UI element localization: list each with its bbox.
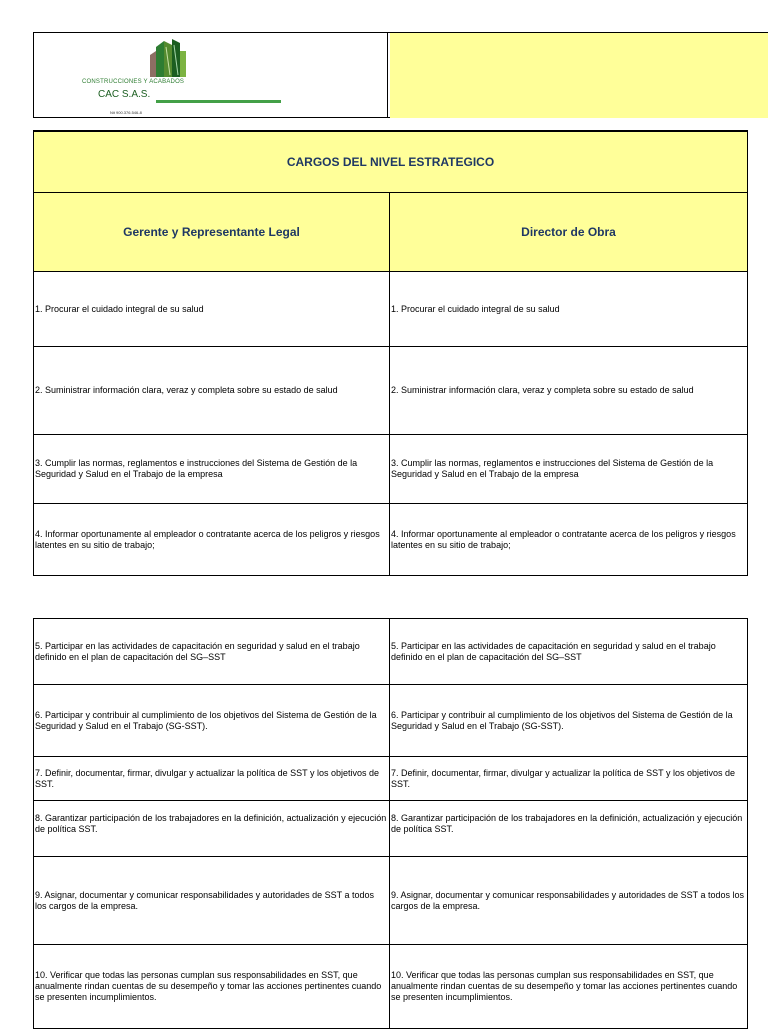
cell-gerente: 7. Definir, documentar, firmar, divulgar y actualizar la política de SST y los objetivos de SST.	[34, 757, 390, 801]
cell-gerente: 8. Garantizar participación de los trabajadores en la definición, actualización y ejecución de política SST.	[34, 801, 390, 857]
building-logo-icon	[142, 37, 202, 79]
cell-director: 2. Suministrar información clara, veraz y completa sobre su estado de salud	[390, 347, 748, 435]
cell-director: 1. Procurar el cuidado integral de su salud	[390, 272, 748, 347]
role-header-row	[34, 193, 748, 272]
table-row	[34, 945, 748, 1029]
cell-director: 8. Garantizar participación de los trabajadores en la definición, actualización y ejecución de política SST.	[390, 801, 748, 857]
cell-director: 3. Cumplir las normas, reglamentos e instrucciones del Sistema de Gestión de la Seguridad y Salud en el Trabajo de la empresa	[390, 435, 748, 504]
cell-director: 7. Definir, documentar, firmar, divulgar y actualizar la política de SST y los objetivos de SST.	[390, 757, 748, 801]
responsibilities-table-part1	[33, 130, 748, 576]
table-row	[34, 857, 748, 945]
document-header	[33, 32, 768, 120]
cell-director: 5. Participar en las actividades de capacitación en seguridad y salud en el trabajo definido en el plan de capacitación del SG–SST	[390, 619, 748, 685]
table-row	[34, 347, 748, 435]
table-title-row	[34, 131, 748, 193]
cell-director: 4. Informar oportunamente al empleador o contratante acerca de los peligros y riesgos latentes en su sitio de trabajo;	[390, 504, 748, 576]
cell-gerente: 4. Informar oportunamente al empleador o contratante acerca de los peligros y riesgos latentes en su sitio de trabajo;	[34, 504, 390, 576]
table-row	[34, 435, 748, 504]
cell-gerente: 9. Asignar, documentar y comunicar responsabilidades y autoridades de SST a todos los cargos de la empresa.	[34, 857, 390, 945]
logo-tagline: CONSTRUCCIONES Y ACABADOS	[82, 79, 185, 85]
cell-gerente: 10. Verificar que todas las personas cumplan sus responsabilidades en SST, que anualmente rindan cuentas de su desempeño y tomar las acciones pertinentes cuando se presenten incumplimientos.	[34, 945, 390, 1029]
table-row	[34, 272, 748, 347]
role-gerente: Gerente y Representante Legal	[34, 193, 390, 272]
table-row	[34, 757, 748, 801]
table-row	[34, 801, 748, 857]
cell-director: 10. Verificar que todas las personas cumplan sus responsabilidades en SST, que anualmente rindan cuentas de su desempeño y tomar las acciones pertinentes cuando se presenten incumplimientos.	[390, 945, 748, 1029]
role-director: Director de Obra	[390, 193, 748, 272]
logo-cell	[33, 32, 388, 118]
company-logo	[82, 37, 282, 117]
cell-gerente: 3. Cumplir las normas, reglamentos e instrucciones del Sistema de Gestión de la Seguridad y Salud en el Trabajo de la empresa	[34, 435, 390, 504]
table-title: CARGOS DEL NIVEL ESTRATEGICO	[34, 131, 748, 193]
cell-director: 6. Participar y contribuir al cumplimiento de los objetivos del Sistema de Gestión de la Seguridad y Salud en el Trabajo (SG-SST).	[390, 685, 748, 757]
table-row	[34, 619, 748, 685]
table-row	[34, 504, 748, 576]
cell-gerente: 5. Participar en las actividades de capacitación en seguridad y salud en el trabajo definido en el plan de capacitación del SG–SST	[34, 619, 390, 685]
header-yellow-fill	[390, 33, 768, 118]
table-row	[34, 685, 748, 757]
cell-gerente: 1. Procurar el cuidado integral de su salud	[34, 272, 390, 347]
cell-director: 9. Asignar, documentar y comunicar responsabilidades y autoridades de SST a todos los cargos de la empresa.	[390, 857, 748, 945]
responsibilities-table-part2	[33, 618, 748, 1029]
logo-underline	[156, 100, 281, 103]
cell-gerente: 2. Suministrar información clara, veraz y completa sobre su estado de salud	[34, 347, 390, 435]
logo-nit: Nit 900.376.546-8	[110, 110, 142, 115]
cell-gerente: 6. Participar y contribuir al cumplimiento de los objetivos del Sistema de Gestión de la Seguridad y Salud en el Trabajo (SG-SST).	[34, 685, 390, 757]
logo-company-name: CAC S.A.S.	[98, 89, 151, 100]
